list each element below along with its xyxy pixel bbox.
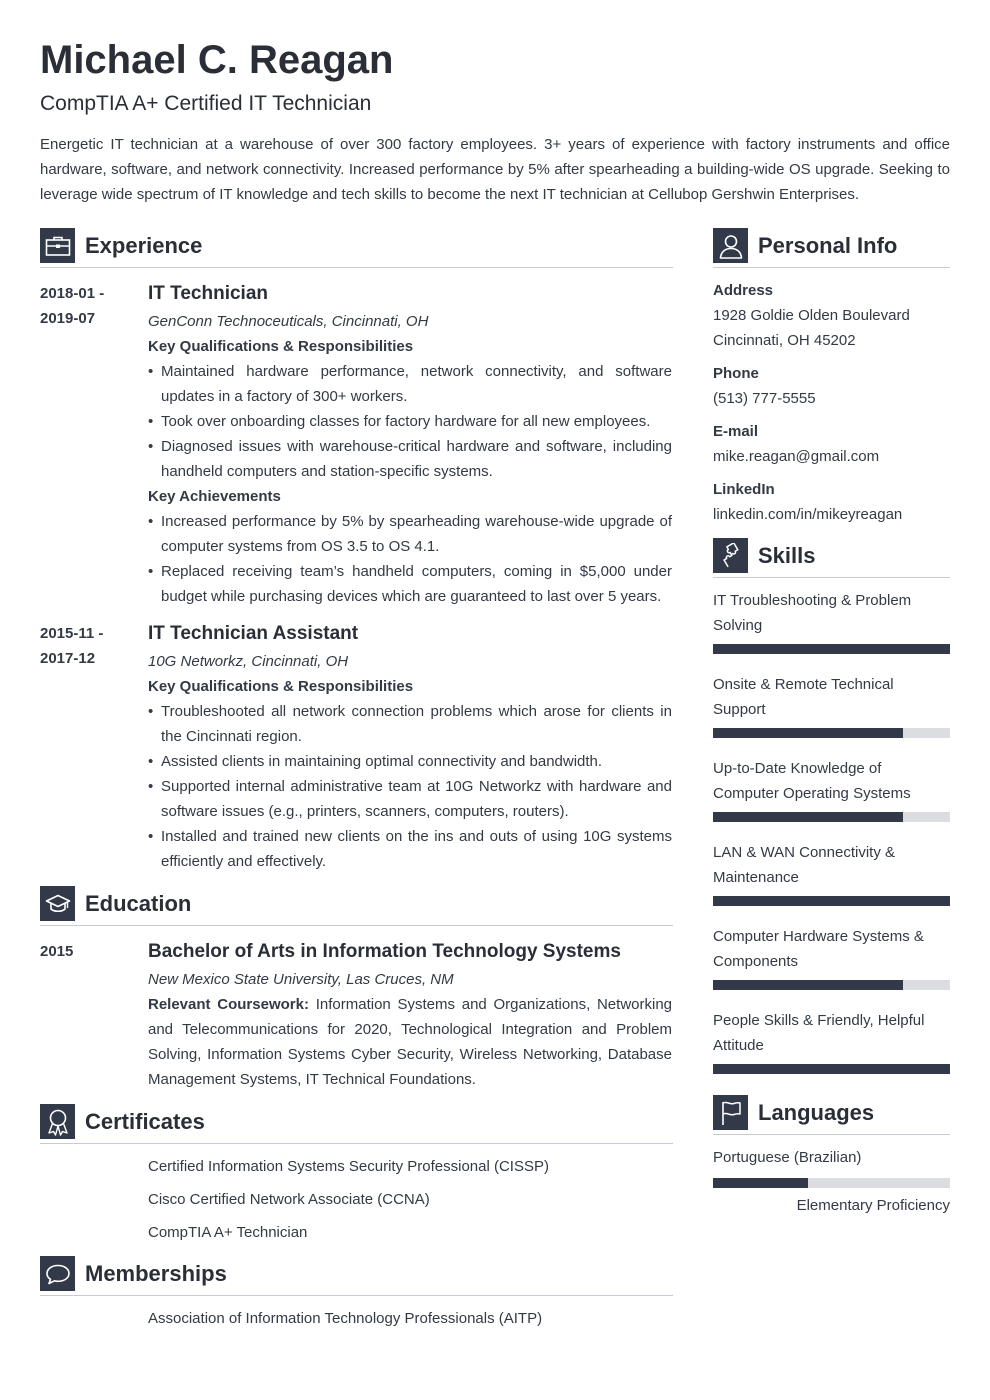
skill-name: LAN & WAN Connectivity & Maintenance [713, 844, 895, 886]
list-item: • Increased performance by 5% by spearheading warehouse-wide upgrade of computer systems from OS 3.5 to OS 4.1. [148, 509, 672, 559]
languages-section-header [713, 1095, 950, 1135]
email-value: mike.reagan@gmail.com [713, 448, 880, 465]
list-item: • Took over onboarding classes for factory hardware for all new employees. [148, 409, 672, 434]
skill-item [713, 924, 950, 1008]
job-date-start: 2015-11 - [40, 625, 104, 642]
address-group [713, 278, 950, 353]
phone-value: (513) 777-5555 [713, 390, 816, 407]
briefcase-icon [40, 228, 75, 263]
skill-item [713, 756, 950, 840]
skill-name: IT Troubleshooting & Problem Solving [713, 592, 912, 634]
qualifications-heading: Key Qualifications & Responsibilities [148, 678, 414, 695]
flag-icon [713, 1095, 748, 1130]
personal-info-section-header [713, 228, 950, 268]
language-level-label: Elementary Proficiency [796, 1197, 950, 1214]
skill-level-bar [713, 812, 950, 822]
language-name: Portuguese (Brazilian) [713, 1149, 862, 1166]
degree-title: Bachelor of Arts in Information Technology Systems [148, 941, 621, 962]
email-label: E-mail [713, 423, 759, 440]
phone-label: Phone [713, 365, 759, 382]
list-item: CompTIA A+ Technician [148, 1224, 308, 1241]
job-dates [40, 281, 140, 331]
coursework-text [148, 992, 672, 1092]
speech-bubble-icon [40, 1256, 75, 1291]
job-title: IT Technician Assistant [148, 623, 359, 644]
school-name: New Mexico State University, Las Cruces, NM [148, 971, 454, 988]
coursework-label: Relevant Coursework: [148, 996, 309, 1013]
skills-section-header [713, 538, 950, 578]
job-company: GenConn Technoceuticals, Cincinnati, OH [148, 313, 429, 330]
skill-level-fill [713, 728, 903, 738]
skill-level-fill [713, 644, 950, 654]
candidate-role: CompTIA A+ Certified IT Technician [40, 92, 372, 115]
certificates-title: Certificates [85, 1109, 205, 1134]
language-level-bar [713, 1178, 950, 1188]
address-line-2: Cincinnati, OH 45202 [713, 332, 856, 349]
skill-item [713, 840, 950, 924]
skill-level-bar [713, 896, 950, 906]
puzzle-icon [713, 538, 748, 573]
section-divider [40, 267, 673, 268]
profile-summary: Energetic IT technician at a warehouse of over 300 factory employees. 3+ years of experience with factory instruments and office hardware, software, and network connectivity. Increased performance by 5% after spearheading a building-wide OS upgrade. Seeking to leverage wide spectrum of IT knowledge and tech skills to become the next IT technician at Cellubop Gershwin Enterprises. [40, 136, 950, 203]
award-ribbon-icon [40, 1104, 75, 1139]
user-icon [713, 228, 748, 263]
section-divider [713, 267, 950, 268]
job-date-end: 2017-12 [40, 650, 96, 667]
list-item: Certified Information Systems Security Professional (CISSP) [148, 1158, 549, 1175]
qualifications-heading: Key Qualifications & Responsibilities [148, 338, 414, 355]
section-divider [40, 1143, 673, 1144]
education-year: 2015 [40, 943, 74, 960]
education-details [148, 939, 672, 1092]
skill-level-bar [713, 644, 950, 654]
memberships-title: Memberships [85, 1261, 227, 1286]
education-section-header [40, 886, 673, 926]
language-item [713, 1145, 950, 1214]
experience-section-header [40, 228, 673, 268]
graduation-cap-icon [40, 886, 75, 921]
coursework-list: Information Systems and Organizations, Networking and Telecommunications for 2020, Technological Integration and Problem Solving, Information Systems Cyber Security, Wireless Networking, Database Management Systems, IT Technical Foundations. [148, 996, 673, 1088]
skill-level-fill [713, 812, 903, 822]
section-divider [713, 1134, 950, 1135]
education-title: Education [85, 891, 192, 916]
skill-level-bar [713, 1064, 950, 1074]
list-item: • Installed and trained new clients on the ins and outs of using 10G systems efficiently and effectively. [148, 824, 672, 874]
memberships-list [148, 1306, 672, 1339]
skill-item [713, 588, 950, 672]
skills-list [713, 588, 950, 1092]
languages-title: Languages [758, 1100, 875, 1125]
job-details [148, 281, 672, 609]
section-divider [40, 1295, 673, 1296]
qualifications-list [148, 699, 672, 874]
skill-name: Up-to-Date Knowledge of Computer Operating Systems [713, 760, 911, 802]
candidate-name: Michael C. Reagan [40, 38, 394, 82]
email-group [713, 419, 950, 469]
list-item: Association of Information Technology Professionals (AITP) [148, 1310, 543, 1327]
skill-level-bar [713, 980, 950, 990]
skills-title: Skills [758, 543, 816, 568]
personal-info-title: Personal Info [758, 233, 898, 258]
phone-group [713, 361, 950, 411]
skill-name: Onsite & Remote Technical Support [713, 676, 894, 718]
skill-item [713, 1008, 950, 1092]
job-company: 10G Networkz, Cincinnati, OH [148, 653, 349, 670]
experience-title: Experience [85, 233, 203, 258]
language-level-fill [713, 1178, 808, 1188]
list-item: Cisco Certified Network Associate (CCNA) [148, 1191, 430, 1208]
list-item: • Diagnosed issues with warehouse-critical hardware and software, including handheld computers and station-specific systems. [148, 434, 672, 484]
skill-level-bar [713, 728, 950, 738]
personal-info-details [713, 278, 950, 535]
skill-level-fill [713, 980, 903, 990]
job-title: IT Technician [148, 283, 269, 304]
linkedin-group [713, 477, 950, 527]
list-item: • Troubleshooted all network connection problems which arose for clients in the Cincinnati region. [148, 699, 672, 749]
section-divider [713, 577, 950, 578]
achievements-heading: Key Achievements [148, 488, 281, 505]
skill-level-fill [713, 1064, 950, 1074]
job-details [148, 621, 672, 874]
skill-item [713, 672, 950, 756]
job-date-end: 2019-07 [40, 310, 96, 327]
address-line-1: 1928 Goldie Olden Boulevard [713, 307, 910, 324]
memberships-section-header [40, 1256, 673, 1296]
section-divider [40, 925, 673, 926]
address-label: Address [713, 282, 774, 299]
list-item: • Assisted clients in maintaining optimal connectivity and bandwidth. [148, 749, 672, 774]
linkedin-value: linkedin.com/in/mikeyreagan [713, 506, 903, 523]
certificates-section-header [40, 1104, 673, 1144]
skill-name: Computer Hardware Systems & Components [713, 928, 924, 970]
list-item: • Supported internal administrative team at 10G Networkz with hardware and software issues (e.g., printers, scanners, computers, routers). [148, 774, 672, 824]
linkedin-label: LinkedIn [713, 481, 775, 498]
skill-name: People Skills & Friendly, Helpful Attitude [713, 1012, 925, 1054]
list-item: • Replaced receiving team’s handheld computers, coming in $5,000 under budget while purchasing devices which are guaranteed to last over 5 years. [148, 559, 672, 609]
certificates-list [148, 1154, 672, 1253]
job-dates [40, 621, 140, 671]
skill-level-fill [713, 896, 950, 906]
job-date-start: 2018-01 - [40, 285, 105, 302]
achievements-list [148, 509, 672, 609]
qualifications-list [148, 359, 672, 484]
list-item: • Maintained hardware performance, network connectivity, and software updates in a factory of 300+ workers. [148, 359, 672, 409]
